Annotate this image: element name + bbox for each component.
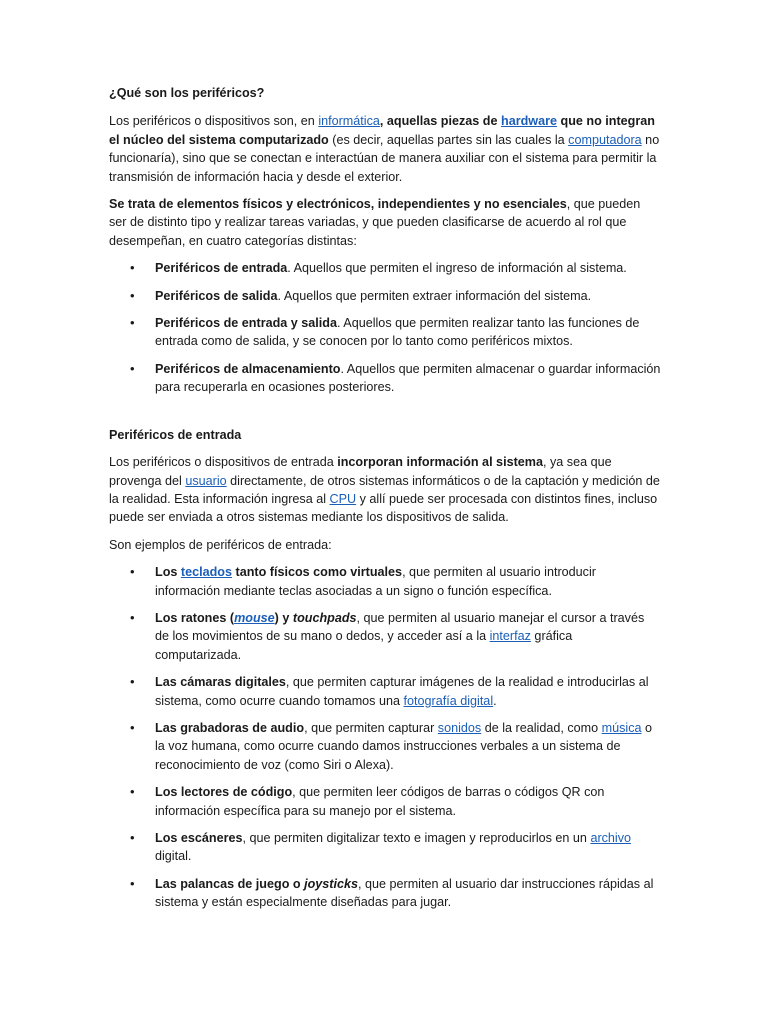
list-item: • Los teclados tanto físicos como virtuales, que permiten al usuario introducir información mediante teclas asociadas a un signo o función específica. [130, 564, 596, 598]
bullet-icon: • [130, 719, 135, 735]
link-informatica[interactable]: informática [318, 114, 380, 129]
link-interfaz[interactable]: interfaz [489, 629, 531, 644]
link-fotografia-digital[interactable]: fotografía digital [403, 693, 494, 708]
list-item: • Las cámaras digitales, que permiten capturar imágenes de la realidad e introducirlas al sistema, como ocurre cuando tomamos una fotografía digital. [130, 674, 649, 708]
list-item: • Los lectores de código, que permiten leer códigos de barras o códigos QR con información específica para su manejo por el sistema. [130, 784, 605, 818]
bullet-icon: • [130, 830, 135, 845]
bullet-icon: • [130, 315, 135, 331]
list-item: • Las grabadoras de audio, que permiten capturar sonidos de la realidad, como música o la voz humana, como ocurre cuando damos instrucciones verbales a un sistema de reconocimiento de voz (como Siri o Alexa). [130, 719, 653, 772]
paragraph-elementos: Se trata de elementos físicos y electrónicos, independientes y no esenciales, que pueden ser de distinto tipo y realizar tareas variadas, y que pueden clasificarse de acuerdo al rol que desempeñan, en cuatro categorías distintas: [109, 197, 641, 248]
link-musica[interactable]: música [601, 720, 642, 735]
bullet-icon: • [130, 674, 135, 690]
list-item: • Periféricos de almacenamiento. Aquellos que permiten almacenar o guardar información para recuperarla en ocasiones posteriores. [130, 360, 661, 395]
link-sonidos[interactable]: sonidos [437, 720, 482, 735]
link-teclados[interactable]: teclados [180, 565, 232, 580]
link-archivo[interactable]: archivo [590, 831, 632, 845]
list-item: • Las palancas de juego o joysticks, que permiten al usuario dar instrucciones rápidas al sistema y están especialmente diseñadas para jugar. [130, 875, 654, 910]
heading-perifericos-entrada: Periféricos de entrada [109, 427, 242, 442]
bullet-icon: • [130, 360, 135, 376]
paragraph-ejemplos-intro: Son ejemplos de periféricos de entrada: [109, 537, 332, 552]
link-mouse[interactable]: mouse [234, 610, 275, 625]
link-hardware[interactable]: hardware [501, 114, 557, 129]
list-item: • Periféricos de salida. Aquellos que permiten extraer información del sistema. [109, 287, 661, 305]
list-item: • Los escáneres, que permiten digitalizar texto e imagen y reproducirlos en un archivo digital. [130, 830, 632, 864]
list-item: • Periféricos de entrada y salida. Aquellos que permiten realizar tanto las funciones de entrada como de salida, y se conocen por lo tanto como periféricos mixtos. [130, 315, 640, 349]
bullet-icon: • [130, 875, 135, 891]
document-body [109, 84, 661, 912]
category-list [109, 259, 661, 396]
bullet-icon: • [130, 260, 135, 276]
paragraph-definicion: Los periféricos o dispositivos son, en informática, aquellas piezas de hardware que no integran el núcleo del sistema computarizado (es decir, aquellas partes sin las cuales la computadora no funcionaría), sino que se conectan e interactúan de manera auxiliar con el sistema para permitir la transmisión de información hacia y desde el exterior. [109, 114, 660, 184]
examples-list [109, 563, 661, 912]
link-usuario[interactable]: usuario [185, 473, 227, 488]
link-cpu[interactable]: CPU [329, 491, 357, 506]
heading-que-son: ¿Qué son los periféricos? [109, 86, 265, 100]
link-computadora[interactable]: computadora [568, 132, 642, 147]
bullet-icon: • [130, 287, 135, 303]
bullet-icon: • [130, 784, 135, 800]
bullet-icon: • [130, 609, 135, 625]
list-item: • Los ratones (mouse) y touchpads, que permiten al usuario manejar el cursor a través de los movimientos de su mano o dedos, y acceder así a la interfaz gráfica computarizada. [130, 609, 645, 662]
paragraph-entrada: Los periféricos o dispositivos de entrada incorporan información al sistema, ya sea que provenga del usuario directamente, de otros sistemas informáticos o de la captación y medición de la realidad. Esta información ingresa al CPU y allí puede ser procesada con distintos fines, incluso puede ser enviada a otros sistemas mediante los dispositivos de salida. [109, 455, 660, 525]
bullet-icon: • [130, 564, 135, 580]
list-item: • Periféricos de entrada. Aquellos que permiten el ingreso de información al sistema. [109, 259, 661, 277]
